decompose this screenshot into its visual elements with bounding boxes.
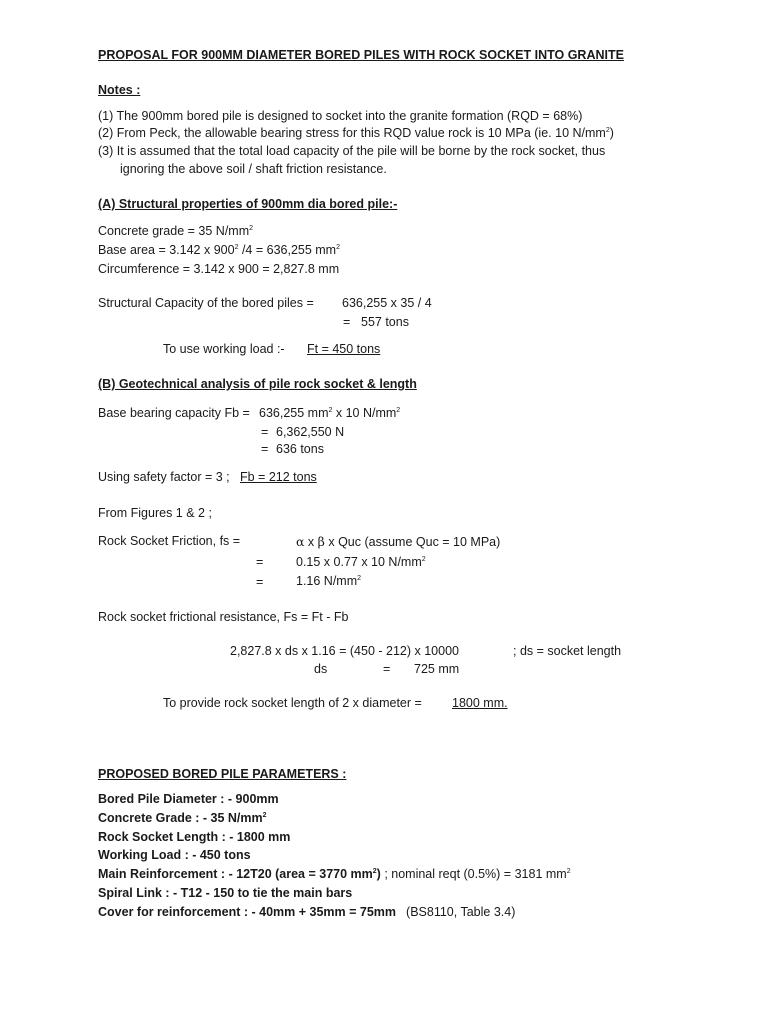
socket-length-eq: = (383, 662, 391, 676)
param-concrete-grade: Concrete Grade : - 35 $N/mm^2$ (98, 811, 267, 825)
note-2: (2) From Peck, the allowable bearing stress for this RQD value rock is 10 MPa (ie. 10 $N/mm^2$) (98, 126, 614, 140)
figures-reference: From Figures 1 & 2 ; (98, 506, 212, 520)
socket-length-equation: 2,827.8 x ds x 1.16 = (450 - 212) x 10000 (230, 644, 459, 658)
frictional-resistance-line: Rock socket frictional resistance, Fs = Ft - Fb (98, 610, 349, 624)
rock-socket-friction-calc: 0.15 x 0.77 x 10 $N/mm^2$ (296, 555, 426, 569)
circumference-line: Circumference = 3.142 x 900 = 2,827.8 mm (98, 262, 340, 276)
rock-socket-friction-label: Rock Socket Friction, fs = (98, 534, 241, 548)
rock-socket-friction-formula: α x β x Quc (assume Quc = 10 MPa) (296, 534, 501, 549)
structural-capacity-result: 557 tons (361, 315, 409, 329)
base-bearing-eq-1: = (261, 425, 269, 439)
parameters-heading: PROPOSED BORED PILE PARAMETERS : (98, 767, 347, 781)
param-diameter: Bored Pile Diameter : - 900mm (98, 792, 279, 806)
param-socket-length: Rock Socket Length : - 1800 mm (98, 830, 291, 844)
structural-capacity-eq: = (343, 315, 351, 329)
notes-heading: Notes : (98, 83, 141, 97)
provide-socket-value: 1800 mm. (452, 696, 508, 710)
base-bearing-label: Base bearing capacity Fb = (98, 406, 250, 420)
concrete-grade-line: Concrete grade = 35 $N/mm^2$ (98, 224, 254, 238)
socket-length-note: ; ds = socket length (513, 644, 622, 658)
alpha-symbol: α (296, 534, 305, 549)
beta-symbol: β (317, 534, 325, 549)
param-working-load: Working Load : - 450 tons (98, 848, 251, 862)
safety-factor-value: Fb = 212 tons (240, 470, 317, 484)
note-3-continued: ignoring the above soil / shaft friction resistance. (120, 162, 387, 176)
base-bearing-eq-2: = (261, 442, 269, 456)
provide-socket-label: To provide rock socket length of 2 x diameter = (163, 696, 422, 710)
section-b-heading: (B) Geotechnical analysis of pile rock socket & length (98, 377, 417, 391)
document-title: PROPOSAL FOR 900MM DIAMETER BORED PILES WITH ROCK SOCKET INTO GRANITE (98, 48, 624, 62)
base-bearing-result-n: 6,362,550 N (276, 425, 345, 439)
working-load-value: Ft = 450 tons (307, 342, 381, 356)
param-main-reinforcement: Main Reinforcement : - 12T20 (area = 3770 $mm^2$) ; nominal reqt (0.5%) = 3181 $mm^2$ (98, 867, 571, 881)
structural-capacity-label: Structural Capacity of the bored piles = (98, 296, 314, 310)
rock-socket-friction-result: 1.16 $N/mm^2$ (296, 574, 362, 588)
base-bearing-calc: 636,255 $mm^2$ x 10 $N/mm^2$ (259, 406, 401, 420)
param-spiral-link: Spiral Link : - T12 - 150 to tie the main bars (98, 886, 353, 900)
structural-capacity-calc: 636,255 x 35 / 4 (342, 296, 432, 310)
note-1: (1) The 900mm bored pile is designed to socket into the granite formation (RQD = 68%) (98, 109, 583, 123)
rock-socket-friction-eq-2: = (256, 555, 264, 569)
working-load-label: To use working load :- (163, 342, 285, 356)
section-a-heading: (A) Structural properties of 900mm dia bored pile:- (98, 197, 398, 211)
note-3: (3) It is assumed that the total load capacity of the pile will be borne by the rock socket, thus (98, 144, 606, 158)
safety-factor-label: Using safety factor = 3 ; (98, 470, 230, 484)
socket-length-symbol: ds (314, 662, 328, 676)
rock-socket-friction-eq-3: = (256, 575, 264, 589)
param-cover: Cover for reinforcement : - 40mm + 35mm = 75mm (BS8110, Table 3.4) (98, 905, 516, 919)
socket-length-result: 725 mm (414, 662, 460, 676)
base-bearing-result-tons: 636 tons (276, 442, 324, 456)
base-area-line: Base area = 3.142 x $900^2$ /4 = 636,255 $mm^2$ (98, 243, 341, 257)
